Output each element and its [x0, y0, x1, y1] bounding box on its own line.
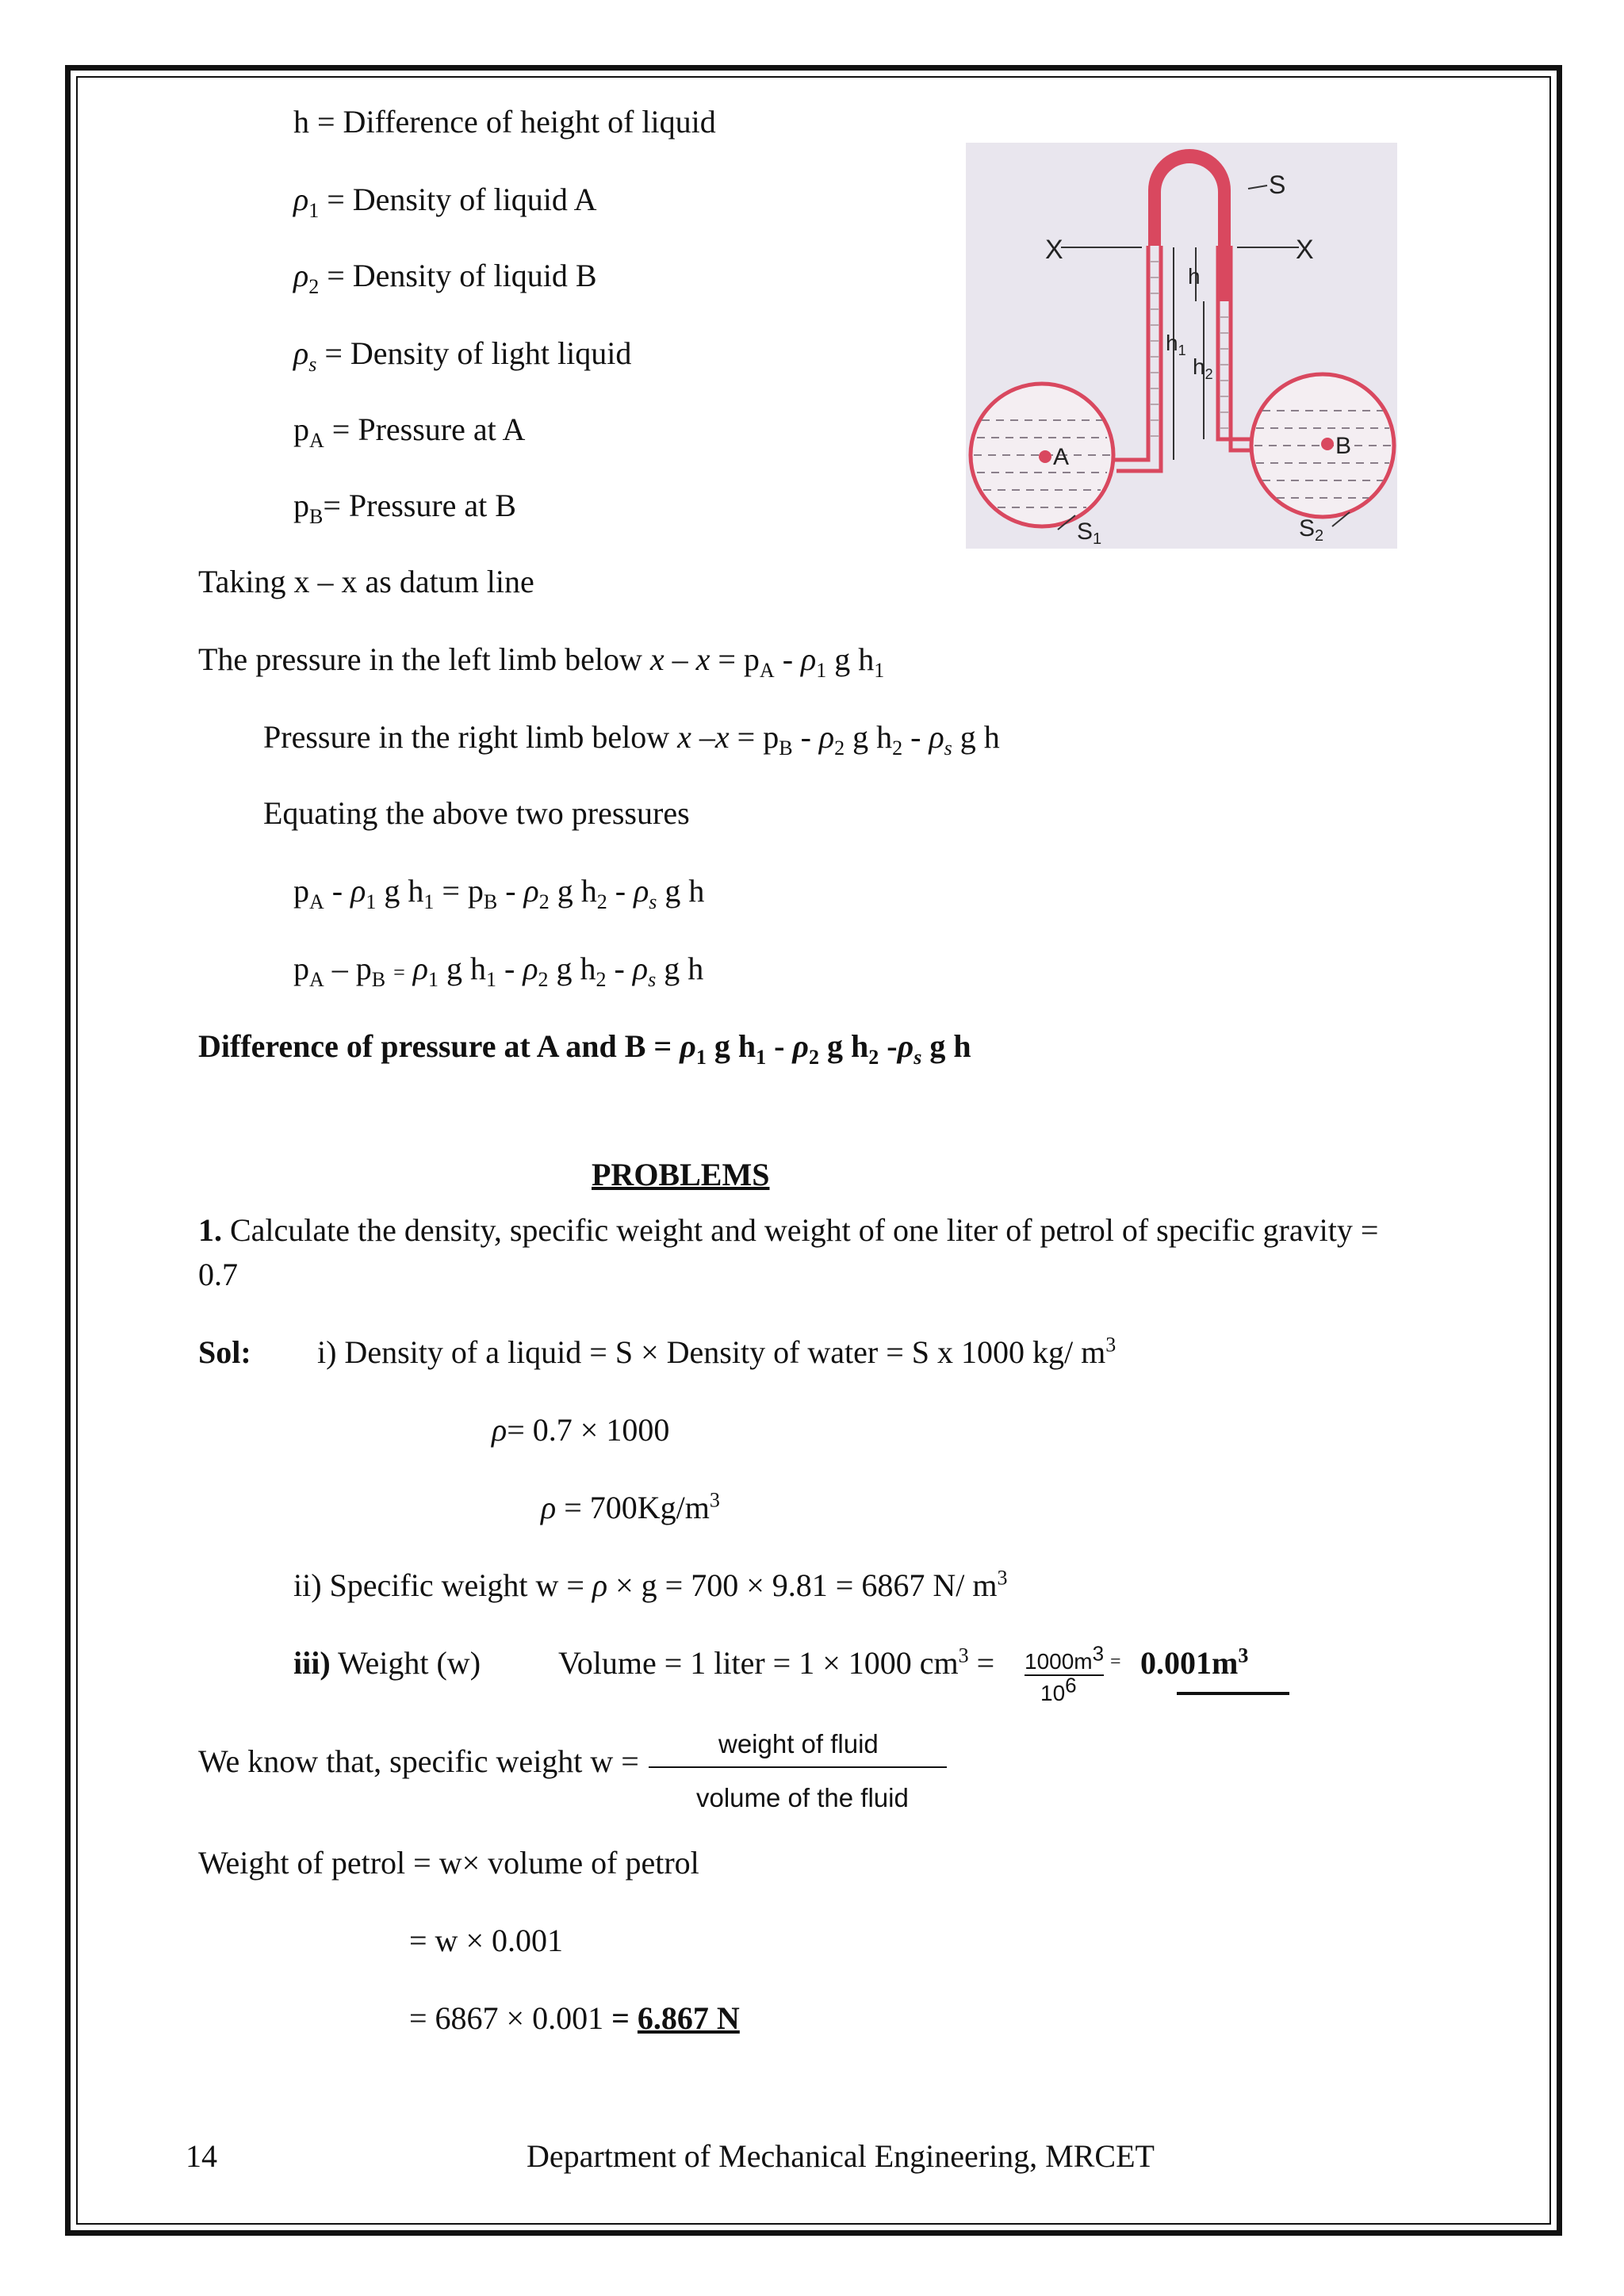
fluid-fraction-bar [649, 1766, 947, 1768]
volume-conversion: Volume = 1 liter = 1 × 1000 $cm^3$ = [558, 1644, 995, 1681]
label-x-left: X [1045, 235, 1063, 265]
datum-statement: Taking x – x as datum line [198, 564, 534, 599]
light-liquid-right [1218, 246, 1231, 301]
volume-result: $0.001m^3$ [1140, 1644, 1249, 1681]
solution-step-i: i) Density of a liquid = S × Density of water = S x 1000 kg/ $m^3$ [317, 1333, 1116, 1370]
pressure-difference-result: Difference of pressure at A and $B = \rho_1$ g $h_1 - \rho_2$ g $h_2$ $-\rho_s$ g h [198, 1028, 971, 1069]
label-a: A [1053, 444, 1070, 470]
volume-fraction-equals: = [1110, 1651, 1121, 1672]
label-x-right: X [1296, 235, 1314, 265]
left-limb-pressure: The pressure in the left limb below $x - x = p_A - \rho_1$ g $h_1$ [198, 641, 885, 682]
label-s1: $S_1$ [1077, 519, 1102, 548]
point-a [1039, 450, 1051, 463]
weight-step: = w × 0.001 [409, 1923, 564, 1958]
weight-of-petrol: Weight of petrol = w× volume of petrol [198, 1845, 699, 1881]
label-h2: $h_2$ [1193, 354, 1213, 382]
label-s: S [1269, 170, 1286, 199]
weight-final-answer: 6.867 N [637, 2000, 740, 2036]
def-rhos: $\rho_s$ = Density of light liquid [293, 335, 632, 376]
problem-1-question-cont: 0.7 [198, 1257, 238, 1292]
footer-department: Department of Mechanical Engineering, MRCET [527, 2138, 1155, 2174]
label-h1: $h_1$ [1166, 331, 1186, 358]
label-b: B [1335, 433, 1352, 459]
def-h: h = Difference of height of liquid [293, 104, 716, 140]
solution-step-iii: iii) Weight (w) [293, 1645, 481, 1681]
problems-heading: PROBLEMS [592, 1157, 770, 1192]
density-calc: ρ= 0.7 × 1000 [492, 1412, 670, 1448]
density-value: $\rho = 700Kg/m^3$ [541, 1488, 720, 1525]
solution-step-ii: ii) Specific weight w = ρ × g = 700 × 9.81 = 6867 N/ $m^3$ [293, 1566, 1008, 1603]
fluid-fraction-numerator: weight of fluid [718, 1729, 879, 1758]
label-s2: $S_2$ [1299, 515, 1324, 545]
weight-final: = 6867 × 0.001 = 6.867 N [409, 2000, 740, 2036]
def-rho2: $\rho_2$ = Density of liquid B [293, 258, 597, 298]
def-pA: $p_A$ = Pressure at A [293, 411, 526, 452]
right-limb-pressure: Pressure in the right limb below x $-x = p_B - \rho_2$ g $h_2 - \rho_s$ g h [263, 719, 1000, 760]
problem-1-question: 1. Calculate the density, specific weight and weight of one liter of petrol of specific gravity = [198, 1212, 1379, 1248]
fluid-fraction-denominator: volume of the fluid [696, 1783, 909, 1812]
def-rho1: $\rho_1$ = Density of liquid A [293, 182, 597, 222]
point-b [1321, 438, 1334, 450]
def-pB: $p_B=$ Pressure at B [293, 488, 516, 528]
inverted-u-tube-manometer-diagram [966, 143, 1397, 549]
volume-result-underline [1177, 1692, 1289, 1695]
label-h: h [1188, 264, 1201, 289]
solution-label: Sol: [198, 1334, 251, 1370]
equation-1: $p_A - \rho_1$ g $h_1 = p_B - \rho_2$ g $h_2 - \rho_s$ g h [293, 873, 705, 913]
volume-fraction-numerator: $1000m^3$ [1025, 1641, 1105, 1674]
volume-fraction-denominator: $10^6$ [1040, 1673, 1077, 1705]
page-number: 14 [186, 2138, 217, 2174]
know-that-statement: We know that, specific weight w = [198, 1743, 639, 1779]
equating-statement: Equating the above two pressures [263, 795, 690, 831]
equation-2: $p_A - p_B = \rho_1$ g $h_1 - \rho_2$ g $h_2 - \rho_s$ g h [293, 951, 704, 991]
